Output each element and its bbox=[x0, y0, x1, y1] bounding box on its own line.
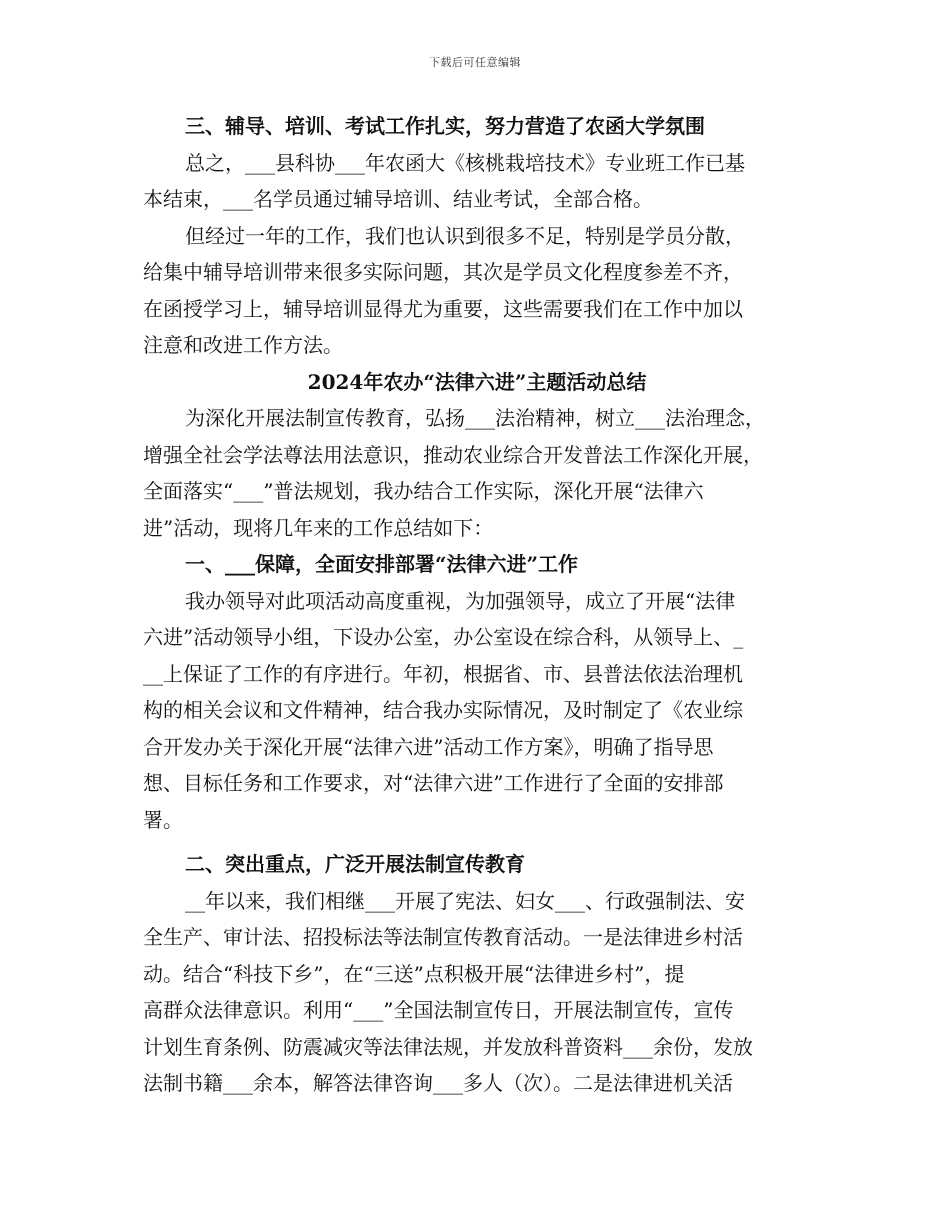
paragraph-line: 为深化开展法制宣传教育，弘扬___法治精神，树立___法治理念， bbox=[185, 406, 765, 430]
paragraph-line: 六进”活动领导小组，下设办公室，办公室设在综合科，从领导上、_ bbox=[143, 625, 744, 649]
paragraph-line: 但经过一年的工作，我们也认识到很多不足，特别是学员分散， bbox=[185, 223, 745, 248]
paragraph-line: 全生产、审计法、招投标法等法制宣传教育活动。一是法律进乡村活 bbox=[143, 925, 743, 949]
paragraph-line: 构的相关会议和文件精神，结合我办实际情况，及时制定了《农业综 bbox=[143, 698, 743, 722]
paragraph-line: 高群众法律意识。利用“___”全国法制宣传日，开展法制宣传，宣传 bbox=[143, 998, 734, 1022]
section-heading-prev: 三、辅导、培训、考试工作扎实，努力营造了农函大学氛围 bbox=[185, 114, 705, 138]
paragraph-line: 增强全社会学法尊法用法意识，推动农业综合开发普法工作深化开展， bbox=[143, 442, 763, 467]
section-heading-1: 一、___保障，全面安排部署“法律六进”工作 bbox=[185, 552, 579, 576]
paragraph-line: 本结束，___名学员通过辅导培训、结业考试，全部合格。 bbox=[143, 187, 653, 211]
paragraph-line: 我办领导对此项活动高度重视，为加强领导，成立了开展“法律 bbox=[185, 588, 736, 613]
section-heading-2: 二、突出重点，广泛开展法制宣传教育 bbox=[185, 852, 525, 876]
paragraph-line: 计划生育条例、防震减灾等法律法规，并发放科普资料___余份，发放 bbox=[143, 1034, 753, 1059]
paragraph-line: __上保证了工作的有序进行。年初，根据省、市、县普法依法治理机 bbox=[143, 661, 743, 686]
paragraph-line: 想、目标任务和工作要求，对“法律六进”工作进行了全面的安排部 bbox=[143, 771, 724, 795]
paragraph-line: 进”活动，现将几年来的工作总结如下： bbox=[143, 515, 494, 540]
paragraph-line: 署。 bbox=[143, 807, 183, 832]
paragraph-line: 合开发办关于深化开展“法律六进”活动工作方案》，明确了指导思 bbox=[143, 734, 714, 759]
paragraph-line: 注意和改进工作方法。 bbox=[143, 333, 343, 357]
paragraph-line: 在函授学习上，辅导培训显得尤为重要，这些需要我们在工作中加以 bbox=[143, 296, 743, 321]
document-body bbox=[143, 108, 811, 1102]
page-header-note: 下载后可任意编辑 bbox=[429, 56, 521, 69]
paragraph-line: __年以来，我们相继___开展了宪法、妇女___、行政强制法、安 bbox=[185, 888, 745, 913]
paragraph-line: 总之，___县科协___年农函大《核桃栽培技术》专业班工作已基 bbox=[185, 150, 745, 175]
paragraph-line: 动。结合“科技下乡”，在“三送”点积极开展“法律进乡村”，提 bbox=[143, 961, 685, 986]
paragraph-line: 法制书籍___余本，解答法律咨询___多人（次）。二是法律进机关活 bbox=[143, 1071, 733, 1095]
document-title: 2024年农办“法律六进”主题活动总结 bbox=[307, 369, 647, 394]
paragraph-line: 给集中辅导培训带来很多实际问题，其次是学员文化程度参差不齐， bbox=[143, 260, 743, 284]
paragraph-line: 全面落实“___”普法规划，我办结合工作实际，深化开展“法律六 bbox=[143, 479, 704, 503]
